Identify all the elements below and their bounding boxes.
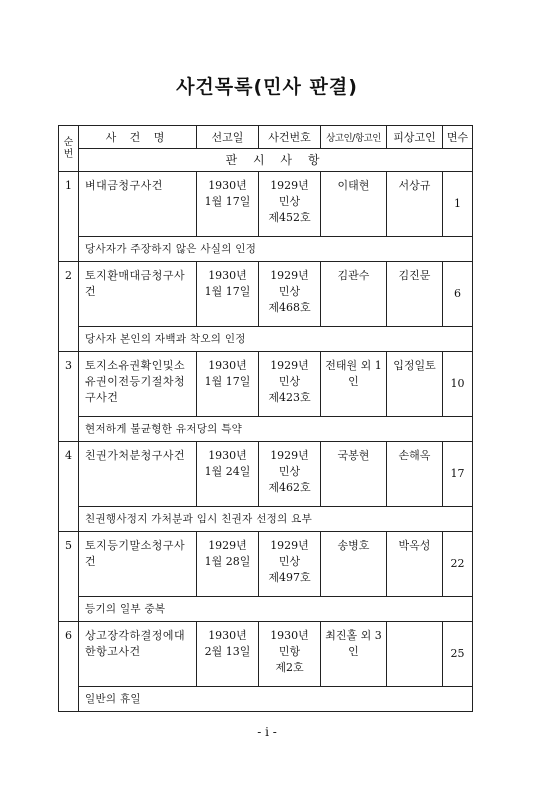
date-day: 1월 17일 [204,285,251,298]
header-number: 순번 [59,126,79,172]
case-docket-cell [259,352,321,417]
case-docket-cell [259,532,321,597]
pages-cell: 22 [443,532,473,597]
case-number-cell: 1 [59,172,79,262]
docket-type: 민항 [278,645,301,658]
case-row [59,262,473,327]
date-day: 2월 13일 [204,645,251,658]
case-summary-row [59,597,473,622]
appellant-cell: 김관수 [321,262,387,327]
docket-year: 1929년 [270,269,309,282]
header-appellee: 피상고인 [387,126,443,149]
case-summary-row [59,327,473,352]
case-name-cell: 친권가처분청구사건 [79,442,197,507]
case-number-cell: 4 [59,442,79,532]
appellant-cell: 이태현 [321,172,387,237]
section-row [59,149,473,172]
appellant-cell: 국봉현 [321,442,387,507]
docket-type: 민상 [278,465,301,478]
header-appellant: 상고인/항고인 [321,126,387,149]
docket-no: 제2호 [275,661,304,674]
case-number-cell: 2 [59,262,79,352]
case-summary: 친권행사정지 가처분과 임시 친권자 선정의 요부 [79,507,473,532]
appellee-cell: 손해옥 [387,442,443,507]
appellee-cell: 입정일토 [387,352,443,417]
case-date-cell [197,442,259,507]
case-row [59,532,473,597]
docket-year: 1930년 [270,629,309,642]
appellee-cell: 김진문 [387,262,443,327]
docket-no: 제462호 [268,481,311,494]
docket-year: 1929년 [270,179,309,192]
docket-year: 1929년 [270,449,309,462]
case-docket-cell [259,262,321,327]
case-summary-row [59,417,473,442]
header-pages: 면수 [443,126,473,149]
docket-type: 민상 [278,195,301,208]
case-list-table [58,125,473,712]
case-number-cell: 6 [59,622,79,712]
appellant-cell: 최진홀 외 3인 [321,622,387,687]
appellee-cell: 서상규 [387,172,443,237]
case-summary: 일반의 휴일 [79,687,473,712]
case-name-cell: 토지환매대금청구사건 [79,262,197,327]
case-summary-row [59,687,473,712]
date-year: 1929년 [208,539,247,552]
case-summary-row [59,237,473,262]
case-summary: 당사자가 주장하지 않은 사실의 인정 [79,237,473,262]
appellant-cell: 전태원 외 1인 [321,352,387,417]
case-name-cell: 토지등기말소청구사건 [79,532,197,597]
appellee-cell: 박옥성 [387,532,443,597]
docket-year: 1929년 [270,539,309,552]
case-row [59,622,473,687]
case-summary-row [59,507,473,532]
case-row [59,352,473,417]
date-year: 1930년 [208,359,247,372]
page-title: 사건목록(민사 판결) [176,76,358,98]
docket-type: 민상 [278,555,301,568]
case-summary: 당사자 본인의 자백과 착오의 인정 [79,327,473,352]
case-date-cell [197,352,259,417]
docket-no: 제423호 [268,391,311,404]
case-date-cell [197,622,259,687]
case-date-cell [197,172,259,237]
date-day: 1월 17일 [204,375,251,388]
case-row [59,442,473,507]
section-title: 판 시 사 항 [79,149,473,172]
pages-cell: 10 [443,352,473,417]
date-year: 1930년 [208,629,247,642]
case-docket-cell [259,442,321,507]
case-body [59,172,473,712]
date-day: 1월 24일 [204,465,251,478]
header-case-name: 사 건 명 [79,126,197,149]
docket-no: 제468호 [268,301,311,314]
case-name-cell: 토지소유권확인및소유권이전등기절차청구사건 [79,352,197,417]
date-day: 1월 17일 [204,195,251,208]
case-date-cell [197,532,259,597]
appellant-cell: 송병호 [321,532,387,597]
case-number-cell: 5 [59,532,79,622]
pages-cell: 17 [443,442,473,507]
case-row [59,172,473,237]
pages-cell: 1 [443,172,473,237]
case-name-cell: 상고장각하결정에대한항고사건 [79,622,197,687]
date-year: 1930년 [208,449,247,462]
date-day: 1월 28일 [204,555,251,568]
docket-year: 1929년 [270,359,309,372]
case-docket-cell [259,622,321,687]
header-case-number: 사건번호 [259,126,321,149]
date-year: 1930년 [208,269,247,282]
appellee-cell [387,622,443,687]
date-year: 1930년 [208,179,247,192]
case-date-cell [197,262,259,327]
header-row [59,126,473,149]
docket-no: 제452호 [268,211,311,224]
docket-no: 제497호 [268,571,311,584]
pages-cell: 25 [443,622,473,687]
case-docket-cell [259,172,321,237]
docket-type: 민상 [278,285,301,298]
page-number: - i - [257,725,277,739]
docket-type: 민상 [278,375,301,388]
pages-cell: 6 [443,262,473,327]
case-summary: 등기의 일부 중복 [79,597,473,622]
case-name-cell: 벼대금청구사건 [79,172,197,237]
case-summary: 현저하게 불균형한 유저당의 특약 [79,417,473,442]
header-date: 선고일 [197,126,259,149]
case-number-cell: 3 [59,352,79,442]
